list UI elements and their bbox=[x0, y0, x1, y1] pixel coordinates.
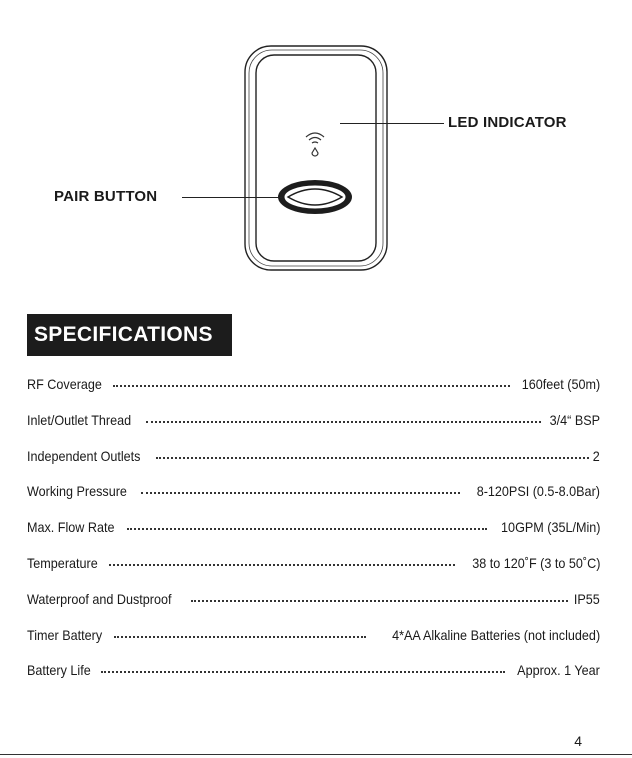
spec-value: Approx. 1 Year bbox=[517, 662, 600, 679]
pair-button-icon[interactable] bbox=[278, 180, 352, 214]
dot-leader bbox=[127, 527, 486, 530]
dot-leader bbox=[191, 599, 569, 602]
spec-value: 160feet (50m) bbox=[521, 376, 600, 392]
spec-value: 38 to 120˚F (3 to 50˚C) bbox=[471, 554, 600, 571]
dot-leader bbox=[109, 563, 455, 566]
dot-leader bbox=[101, 670, 505, 673]
spec-row-temperature bbox=[27, 555, 600, 591]
spec-label: Temperature bbox=[27, 554, 98, 571]
spec-label: Working Pressure bbox=[27, 483, 127, 500]
spec-row-battery-life bbox=[27, 662, 600, 698]
spec-value: 3/4“ BSP bbox=[549, 411, 600, 428]
led-indicator-label: LED INDICATOR bbox=[448, 114, 567, 131]
specifications-heading: SPECIFICATIONS bbox=[27, 314, 232, 356]
spec-value: 8-120PSI (0.5-8.0Bar) bbox=[476, 483, 600, 500]
device-illustration bbox=[244, 45, 388, 271]
spec-value: 4*AA Alkaline Batteries (not included) bbox=[391, 626, 600, 643]
dot-leader bbox=[114, 635, 366, 638]
dot-leader bbox=[113, 384, 510, 387]
spec-row-waterproof bbox=[27, 591, 600, 627]
spec-row-pressure bbox=[27, 483, 600, 519]
spec-label: Independent Outlets bbox=[27, 447, 141, 464]
spec-row-thread bbox=[27, 412, 600, 448]
spec-label: Waterproof and Dustproof bbox=[27, 590, 172, 607]
spec-label: Inlet/Outlet Thread bbox=[27, 411, 132, 428]
led-indicator-leader-line bbox=[340, 123, 444, 124]
device-drawing bbox=[244, 45, 388, 271]
spec-value: 10GPM (35L/Min) bbox=[500, 519, 600, 536]
dot-leader bbox=[141, 491, 460, 494]
dot-leader bbox=[146, 420, 541, 423]
spec-label: Timer Battery bbox=[27, 626, 103, 643]
spec-label: Battery Life bbox=[27, 662, 91, 679]
dot-leader bbox=[156, 456, 589, 459]
pair-button-label: PAIR BUTTON bbox=[54, 188, 158, 205]
bottom-rule bbox=[0, 754, 632, 755]
spec-value: 2 bbox=[592, 447, 600, 464]
spec-label: Max. Flow Rate bbox=[27, 519, 115, 536]
spec-row-rf-coverage bbox=[27, 376, 600, 412]
spec-row-flow-rate bbox=[27, 519, 600, 555]
spec-row-outlets bbox=[27, 448, 600, 484]
page-number: 4 bbox=[574, 733, 582, 749]
specifications-list bbox=[27, 376, 600, 698]
pair-button-leader-line bbox=[182, 197, 282, 198]
spec-value: IP55 bbox=[574, 590, 600, 607]
spec-row-timer-battery bbox=[27, 627, 600, 663]
spec-label: RF Coverage bbox=[27, 376, 102, 392]
